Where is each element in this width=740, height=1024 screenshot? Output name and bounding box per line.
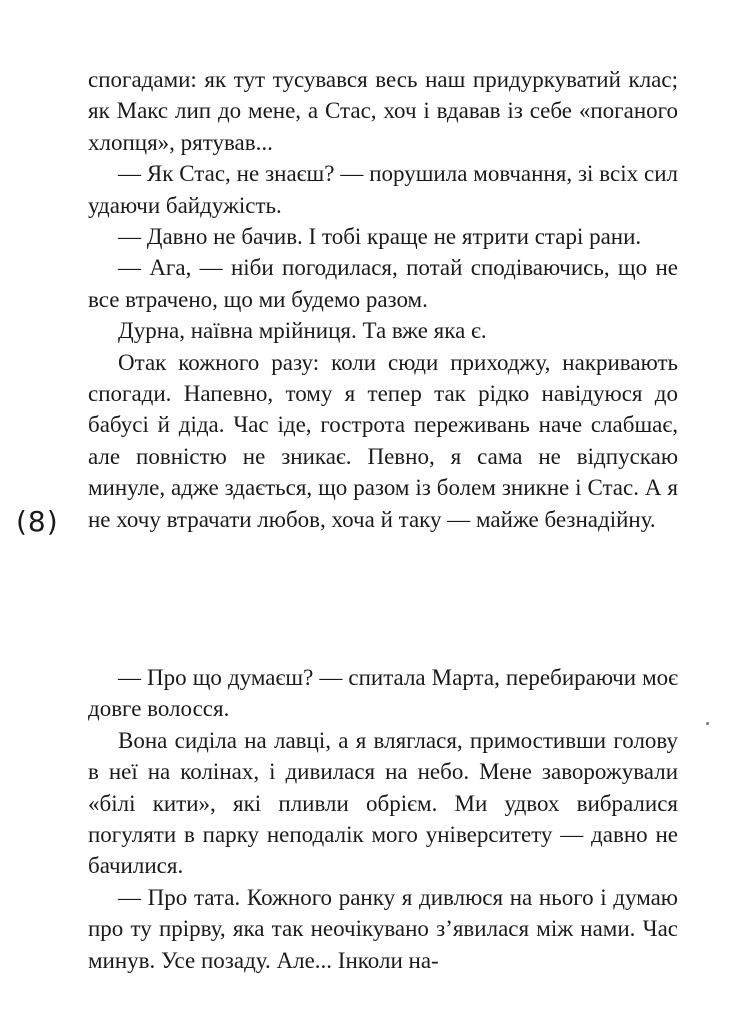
paragraph: Дурна, наївна мрійниця. Та вже яка є. bbox=[118, 318, 487, 344]
paragraph: Вона сиділа на лавці, а я вляглася, примостивши голову в неї на колінах, і дивилася на небо. Мене заворожували «білі кити», які пливли обрієм. Ми удвох вибралися погуляти в парку неподалік мого університету — давно не бачилися. bbox=[88, 727, 678, 879]
paragraph: спогадами: як тут тусувався весь наш придуркуватий клас; як Макс лип до мене, а Стас, хоч і вдавав із себе «поганого хлопця», рятував... bbox=[88, 67, 678, 155]
page-number: (8) bbox=[16, 505, 59, 538]
paragraph: — Про що думаєш? — спитала Марта, перебираючи моє довге волосся. bbox=[88, 665, 678, 722]
paragraph: — Про тата. Кожного ранку я дивлюся на нього і думаю про ту прірву, яка так неочікувано з’явилася між нами. Час минув. Усе позаду. Але... Інколи на- bbox=[88, 884, 678, 973]
paragraph: — Давно не бачив. І тобі краще не ятрити старі рани. bbox=[118, 224, 642, 250]
paragraph: — Як Стас, не знаєш? — порушила мовчання, зі всіх сил удаючи байдужість. bbox=[88, 161, 678, 218]
print-speck bbox=[706, 722, 709, 725]
paragraph: Отак кожного разу: коли сюди приходжу, накривають спогади. Напевно, тому я тепер так рідко навідуюся до бабусі й діда. Час іде, гострота переживань наче слабшає, але повністю не зникає. Певно, я сама не відпускаю минуле, адже здається, що разом із болем зникне і Стас. А я не хочу втрачати любов, хоча й таку — майже безнадійну. bbox=[88, 349, 678, 532]
text-block-bottom bbox=[88, 662, 678, 976]
text-block-top bbox=[88, 64, 678, 535]
paragraph: — Ага, — ніби погодилася, потай сподіваючись, що не все втрачено, що ми будемо разом. bbox=[88, 255, 678, 312]
